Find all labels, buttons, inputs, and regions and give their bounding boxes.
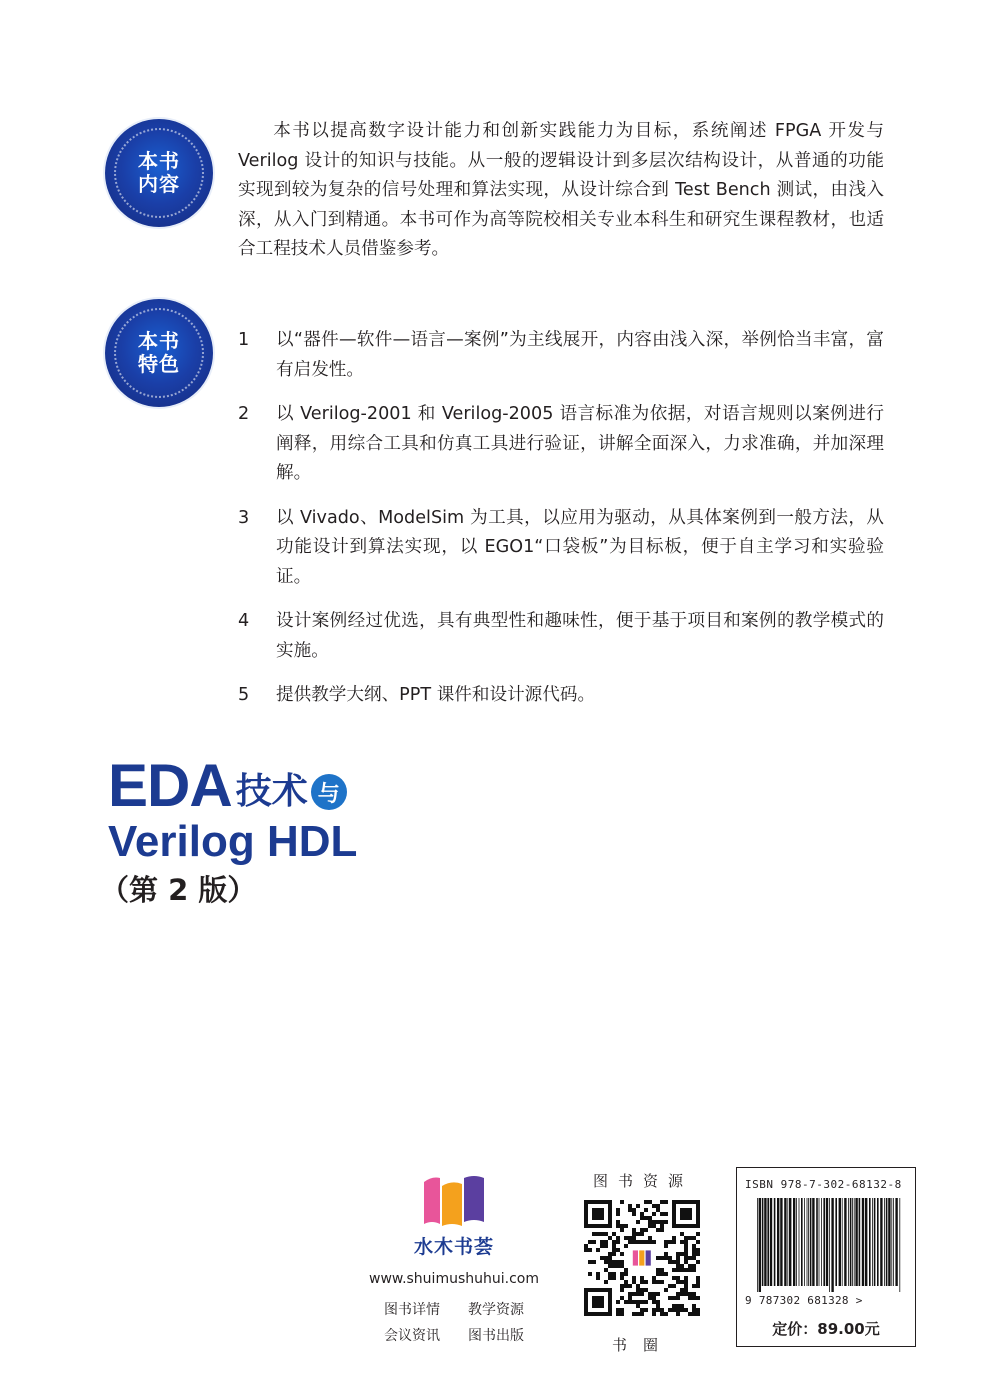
feature-text: 以 Verilog-2001 和 Verilog-2005 语言标准为依据，对语言规则以案例进行阐释，用综合工具和仿真工具进行验证，讲解全面深入，力求准确，并加深理解。: [276, 404, 884, 483]
feature-text: 提供教学大纲、PPT 课件和设计源代码。: [276, 685, 596, 705]
price: 定价：89.00元: [772, 1320, 880, 1338]
link-book-details[interactable]: 图书详情: [384, 1302, 440, 1318]
title-tech: 技术: [235, 771, 308, 812]
badge-line-1: 本书: [138, 149, 180, 173]
barcode-digits: 9 787302 681328 >: [745, 1294, 863, 1307]
content-badge: [105, 119, 213, 227]
qr-code-icon[interactable]: [584, 1200, 700, 1316]
badge-line-2: 特色: [138, 352, 180, 376]
qr-top-label: 图书资源: [592, 1172, 693, 1190]
feature-item: [238, 504, 884, 593]
feature-list: [238, 326, 884, 726]
barcode-icon: [755, 1198, 905, 1292]
publisher-logo-icon: [422, 1172, 486, 1228]
intro-paragraph: 本书以提高数字设计能力和创新实践能力为目标，系统阐述 FPGA 开发与 Verilog 设计的知识与技能。从一般的逻辑设计到多层次结构设计，从普通的功能实现到较为复杂的信号处理和算法实现，从设计综合到 Test Bench 测试，由浅入深，从入门到精通。本书可作为高等院校相关专业本科生和研究生课程教材，也适合工程技术人员借鉴参考。: [238, 121, 884, 259]
title-eda: EDA: [108, 752, 232, 819]
title-yu-circle: 与: [311, 774, 347, 810]
publisher-url[interactable]: www.shuimushuhui.com: [369, 1271, 539, 1287]
feature-item: [238, 326, 884, 385]
feature-text: 以“器件—软件—语言—案例”为主线展开，内容由浅入深，举例恰当丰富，富有启发性。: [276, 330, 884, 380]
badge-line-1: 本书: [138, 329, 180, 353]
feature-item: [238, 681, 884, 711]
feature-text: 以 Vivado、ModelSim 为工具，以应用为驱动，从具体案例到一般方法，从功能设计到算法实现，以 EGO1“口袋板”为目标板，便于自主学习和实验验证。: [276, 507, 884, 587]
title-verilog: Verilog HDL: [108, 817, 358, 866]
feature-number: 2: [238, 404, 250, 424]
links-row: [374, 1323, 534, 1349]
feature-number: 1: [238, 330, 250, 350]
feature-number: 4: [238, 611, 250, 631]
title-line-1: [108, 752, 357, 819]
features-badge: [105, 299, 213, 407]
link-conference-news[interactable]: 会议资讯: [384, 1328, 440, 1344]
isbn-box: [736, 1167, 916, 1347]
feature-number: 5: [238, 685, 250, 705]
link-teaching-resources[interactable]: 教学资源: [468, 1302, 524, 1318]
feature-item: [238, 607, 884, 666]
qr-bottom-label: 书圈: [611, 1336, 674, 1354]
publisher-links: [374, 1297, 534, 1349]
isbn-text: ISBN 978-7-302-68132-8: [745, 1178, 902, 1191]
feature-item: [238, 400, 884, 489]
badge-line-2: 内容: [138, 172, 180, 196]
title-edition: （第 2 版）: [100, 873, 257, 907]
book-title: [100, 752, 358, 910]
link-book-publishing[interactable]: 图书出版: [468, 1328, 524, 1344]
feature-text: 设计案例经过优选，具有典型性和趣味性，便于基于项目和案例的教学模式的实施。: [276, 611, 884, 661]
links-row: [374, 1297, 534, 1323]
feature-number: 3: [238, 507, 250, 528]
publisher-name: 水木书荟: [413, 1236, 494, 1258]
